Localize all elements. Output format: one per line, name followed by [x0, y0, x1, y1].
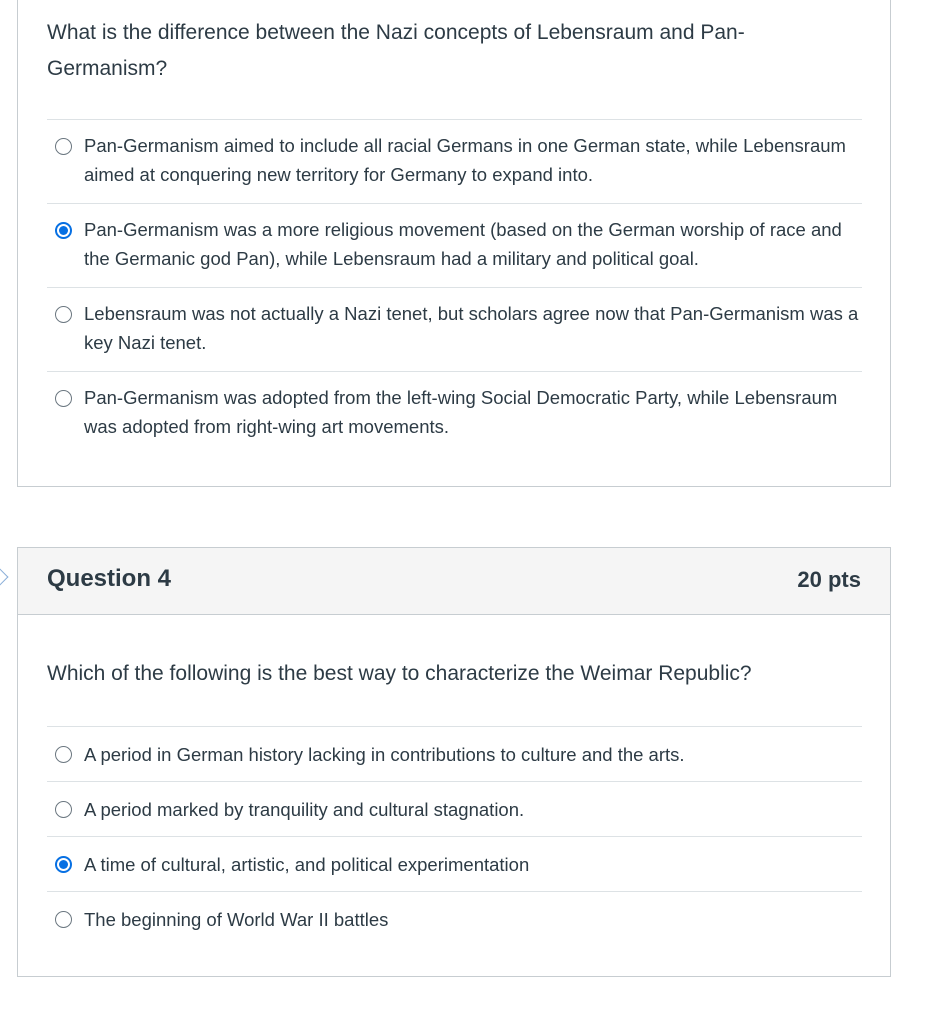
question-4-header: [18, 548, 890, 615]
radio-button[interactable]: [55, 801, 72, 818]
answer-label: Pan-Germanism aimed to include all racial Germans in one German state, while Lebensraum aimed at conquering new territory for Germany to expand into.: [84, 135, 846, 185]
question-4-answers: [47, 726, 862, 946]
radio-button-selected[interactable]: [55, 222, 72, 239]
question-4-text: Which of the following is the best way to characterize the Weimar Republic?: [47, 662, 752, 685]
radio-button[interactable]: [55, 138, 72, 155]
answer-label: A time of cultural, artistic, and political experimentation: [84, 854, 530, 875]
radio-button-selected[interactable]: [55, 856, 72, 873]
radio-button[interactable]: [55, 306, 72, 323]
answer-label: Lebensraum was not actually a Nazi tenet, but scholars agree now that Pan-Germanism was a key Nazi tenet.: [84, 303, 859, 353]
question-4-card: [17, 547, 891, 977]
radio-button[interactable]: [55, 911, 72, 928]
answer-option[interactable]: [47, 836, 862, 891]
answer-option[interactable]: [47, 203, 862, 287]
answer-option[interactable]: [47, 119, 862, 203]
question-title: Question 4: [47, 565, 172, 592]
answer-option[interactable]: [47, 287, 862, 371]
answer-option[interactable]: [47, 781, 862, 836]
radio-button[interactable]: [55, 746, 72, 763]
radio-button[interactable]: [55, 390, 72, 407]
answer-label: A period marked by tranquility and cultural stagnation.: [84, 799, 525, 820]
answer-label: A period in German history lacking in contributions to culture and the arts.: [84, 744, 685, 765]
question-3-answers: [47, 119, 862, 455]
question-3-card: [17, 0, 891, 487]
answer-label: Pan-Germanism was adopted from the left-wing Social Democratic Party, while Lebensraum was adopted from right-wing art movements.: [84, 387, 838, 437]
chevron-right-icon: [0, 569, 8, 586]
answer-label: The beginning of World War II battles: [84, 909, 389, 930]
answer-label: Pan-Germanism was a more religious movement (based on the German worship of race and the Germanic god Pan), while Lebensraum had a military and political goal.: [84, 219, 842, 269]
answer-option[interactable]: [47, 726, 862, 781]
question-3-text: What is the difference between the Nazi concepts of Lebensraum and Pan-Germanism?: [47, 21, 745, 80]
question-points: 20 pts: [797, 567, 861, 592]
answer-option[interactable]: [47, 371, 862, 455]
answer-option[interactable]: [47, 891, 862, 946]
